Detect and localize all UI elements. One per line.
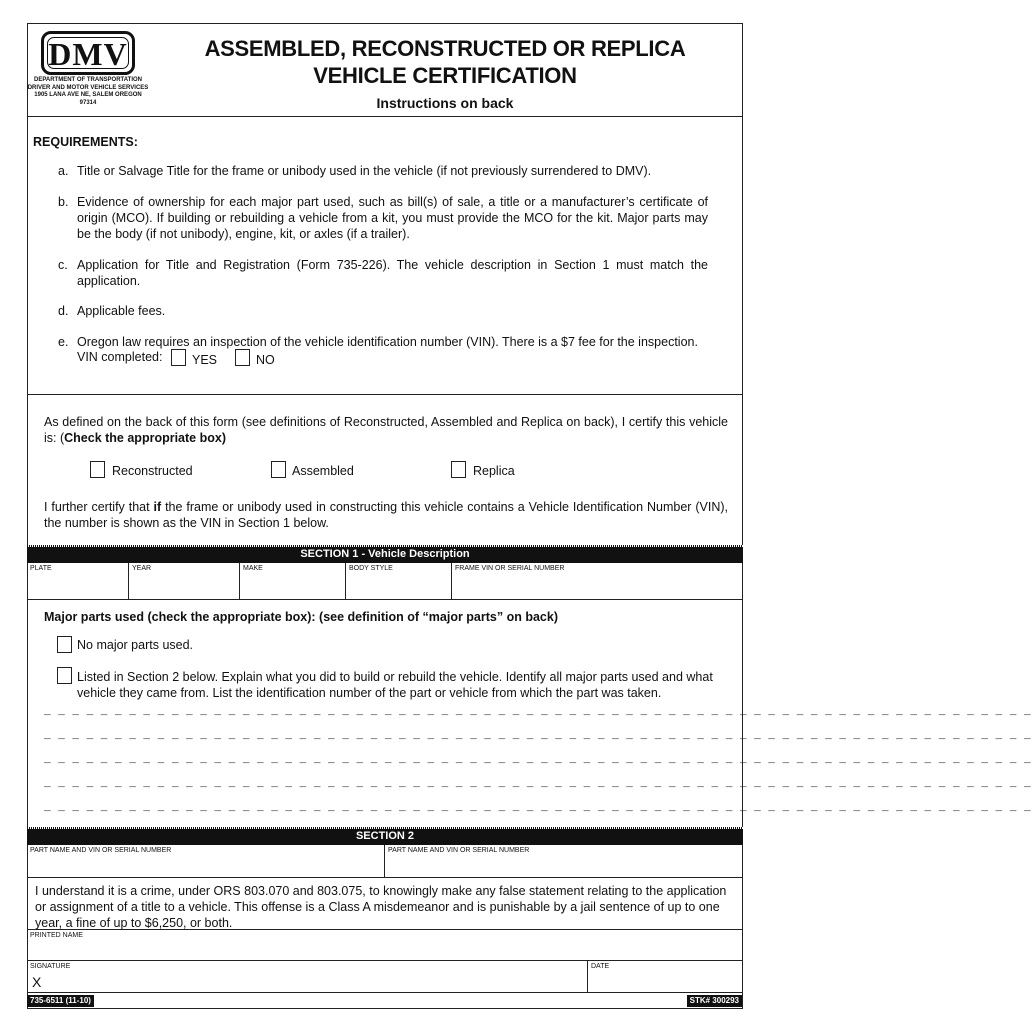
date-label: DATE bbox=[591, 963, 610, 970]
vin-completed-label: VIN completed: bbox=[77, 350, 163, 364]
major-parts-section bbox=[27, 600, 1031, 826]
part-name-vin-label-2: PART NAME AND VIN OR SERIAL NUMBER bbox=[388, 847, 530, 854]
listed-parts-label: Listed in Section 2 below. Explain what you did to build or rebuild the vehicle. Identify all major parts used and what vehicle they came from. List the identification number of the part or vehicle from which the part was taken. bbox=[77, 670, 713, 700]
part-name-vin-field-1[interactable] bbox=[27, 845, 385, 877]
requirement-letter: b. bbox=[58, 195, 69, 209]
certify-statement bbox=[44, 414, 728, 446]
further-text: I further certify that bbox=[44, 500, 154, 514]
printed-name-label: PRINTED NAME bbox=[30, 932, 83, 939]
requirement-text: Application for Title and Registration (Form 735-226). The vehicle description in Section 1 must match the application. bbox=[77, 258, 708, 288]
plate-field[interactable] bbox=[27, 563, 129, 599]
requirement-item bbox=[58, 334, 708, 350]
vin-yes-label: YES bbox=[192, 353, 218, 367]
signature-row bbox=[27, 961, 743, 993]
form-subtitle: Instructions on back bbox=[376, 95, 514, 111]
frame-vin-label: FRAME VIN OR SERIAL NUMBER bbox=[455, 565, 565, 572]
body-style-field[interactable] bbox=[346, 563, 452, 599]
further-text-rest: the frame or unibody used in constructing this vehicle contains a Vehicle Identification Number (VIN), the number is shown as the VIN in Section 1 below. bbox=[44, 500, 728, 530]
explanation-line-1[interactable]: _ _ _ _ _ _ _ _ _ _ _ _ _ _ _ _ _ _ _ _ _ _ _ _ _ _ _ _ _ _ _ _ _ _ _ _ _ _ _ _ _ _ _ _ _ _ _ _ _ _ _ _ _ _ _ _ _ _ _ _ _ _ _ _ _ _ _ _ _ _ bbox=[44, 706, 1031, 718]
department-info bbox=[27, 77, 149, 107]
requirement-text: Applicable fees. bbox=[77, 304, 166, 318]
dept-line: DRIVER AND MOTOR VEHICLE SERVICES bbox=[27, 84, 149, 91]
no-major-parts-checkbox[interactable] bbox=[57, 636, 72, 653]
no-major-parts-label: No major parts used. bbox=[77, 638, 194, 652]
vin-no-checkbox[interactable] bbox=[235, 349, 250, 366]
assembled-label: Assembled bbox=[292, 464, 354, 478]
reconstructed-checkbox[interactable] bbox=[90, 461, 105, 478]
replica-label: Replica bbox=[473, 464, 515, 478]
date-field[interactable] bbox=[588, 961, 743, 992]
requirement-letter: e. bbox=[58, 335, 69, 349]
signature-label: SIGNATURE bbox=[30, 963, 71, 970]
requirement-letter: d. bbox=[58, 304, 69, 318]
requirement-item bbox=[58, 303, 708, 319]
section1-header: SECTION 1 - Vehicle Description bbox=[27, 545, 743, 563]
dmv-logo-text: DMV bbox=[48, 36, 128, 72]
requirement-item bbox=[58, 194, 708, 242]
part-name-vin-label-1: PART NAME AND VIN OR SERIAL NUMBER bbox=[30, 847, 172, 854]
replica-checkbox[interactable] bbox=[451, 461, 466, 478]
frame-vin-field[interactable] bbox=[452, 563, 743, 599]
make-label: MAKE bbox=[243, 565, 263, 572]
requirement-letter: a. bbox=[58, 164, 69, 178]
requirement-text: Title or Salvage Title for the frame or unibody used in the vehicle (if not previously surrendered to DMV). bbox=[77, 164, 652, 178]
assembled-checkbox[interactable] bbox=[271, 461, 286, 478]
requirements-heading: REQUIREMENTS: bbox=[33, 135, 138, 149]
reconstructed-label: Reconstructed bbox=[112, 464, 193, 478]
vehicle-description-fields bbox=[27, 563, 743, 600]
major-parts-heading: Major parts used (check the appropriate box): (see definition of “major parts” on back) bbox=[44, 610, 558, 624]
part-fields bbox=[27, 845, 743, 878]
signature-x-mark: X bbox=[32, 974, 42, 990]
explanation-line-5[interactable]: _ _ _ _ _ _ _ _ _ _ _ _ _ _ _ _ _ _ _ _ _ _ _ _ _ _ _ _ _ _ _ _ _ _ _ _ _ _ _ _ _ _ _ _ _ _ _ _ _ _ _ _ _ _ _ _ _ _ _ _ _ _ _ _ _ _ _ _ _ _ bbox=[44, 802, 1031, 814]
title-line-1: ASSEMBLED, RECONSTRUCTED OR REPLICA bbox=[204, 36, 686, 61]
requirement-text: Evidence of ownership for each major part used, such as bill(s) of sale, a title or a manufacturer’s certificate of origin (MCO). If building or rebuilding a vehicle from a kit, you must provide the MCO for the kit. Major parts may be the body (if not unibody), engine, kit, or axles (if a trailer). bbox=[77, 195, 708, 241]
further-text-bold: if bbox=[153, 500, 162, 514]
vin-yes-checkbox[interactable] bbox=[171, 349, 186, 366]
crime-statement: I understand it is a crime, under ORS 803.070 and 803.075, to knowingly make any false statement relating to the application or assignment of a title to a vehicle. This offense is a Class A misdemeanor and is punishable by a jail sentence of up to one year, a fine of up to $6,250, or both. bbox=[35, 884, 727, 930]
listed-parts-checkbox[interactable] bbox=[57, 667, 72, 684]
form-number: 735-6511 (11-10) bbox=[27, 995, 94, 1007]
certify-text: As defined on the back of this form (see definitions of Reconstructed, Assembled and Replica on back), I certify this vehicle is: ( bbox=[44, 415, 728, 445]
explanation-line-2[interactable]: _ _ _ _ _ _ _ _ _ _ _ _ _ _ _ _ _ _ _ _ _ _ _ _ _ _ _ _ _ _ _ _ _ _ _ _ _ _ _ _ _ _ _ _ _ _ _ _ _ _ _ _ _ _ _ _ _ _ _ _ _ _ _ _ _ _ _ _ _ _ bbox=[44, 730, 1031, 742]
explanation-line-4[interactable]: _ _ _ _ _ _ _ _ _ _ _ _ _ _ _ _ _ _ _ _ _ _ _ _ _ _ _ _ _ _ _ _ _ _ _ _ _ _ _ _ _ _ _ _ _ _ _ _ _ _ _ _ _ _ _ _ _ _ _ _ _ _ _ _ _ _ _ _ _ _ bbox=[44, 778, 1031, 790]
form-header bbox=[27, 23, 743, 117]
certification-section bbox=[27, 395, 743, 543]
plate-label: PLATE bbox=[30, 565, 52, 572]
crime-statement-section bbox=[27, 878, 743, 930]
printed-name-row bbox=[27, 930, 743, 961]
requirement-letter: c. bbox=[58, 258, 68, 272]
dmv-logo bbox=[41, 31, 135, 75]
title-line-2: VEHICLE CERTIFICATION bbox=[313, 63, 577, 88]
stock-number: STK# 300293 bbox=[687, 995, 742, 1007]
further-certify-statement bbox=[44, 499, 728, 531]
requirements-section bbox=[27, 117, 743, 395]
make-field[interactable] bbox=[240, 563, 346, 599]
requirement-item bbox=[58, 163, 708, 179]
year-label: YEAR bbox=[132, 565, 152, 572]
body-style-label: BODY STYLE bbox=[349, 565, 393, 572]
form-title bbox=[157, 35, 733, 89]
vin-no-label: NO bbox=[256, 353, 275, 367]
explanation-line-3[interactable]: _ _ _ _ _ _ _ _ _ _ _ _ _ _ _ _ _ _ _ _ _ _ _ _ _ _ _ _ _ _ _ _ _ _ _ _ _ _ _ _ _ _ _ _ _ _ _ _ _ _ _ _ _ _ _ _ _ _ _ _ _ _ _ _ _ _ _ _ _ _ bbox=[44, 754, 1031, 766]
dept-line: DEPARTMENT OF TRANSPORTATION bbox=[34, 77, 142, 83]
year-field[interactable] bbox=[129, 563, 240, 599]
certify-text-bold: Check the appropriate box) bbox=[64, 431, 226, 445]
requirement-item bbox=[58, 257, 708, 289]
signature-field[interactable] bbox=[27, 961, 588, 992]
section2-header: SECTION 2 bbox=[27, 827, 743, 845]
dept-line: 1905 LANA AVE NE, SALEM OREGON 97314 bbox=[34, 92, 142, 106]
printed-name-field[interactable] bbox=[27, 930, 743, 960]
part-name-vin-field-2[interactable] bbox=[385, 845, 743, 877]
requirement-text: Oregon law requires an inspection of the vehicle identification number (VIN). There is a $7 fee for the inspection. bbox=[77, 335, 698, 349]
